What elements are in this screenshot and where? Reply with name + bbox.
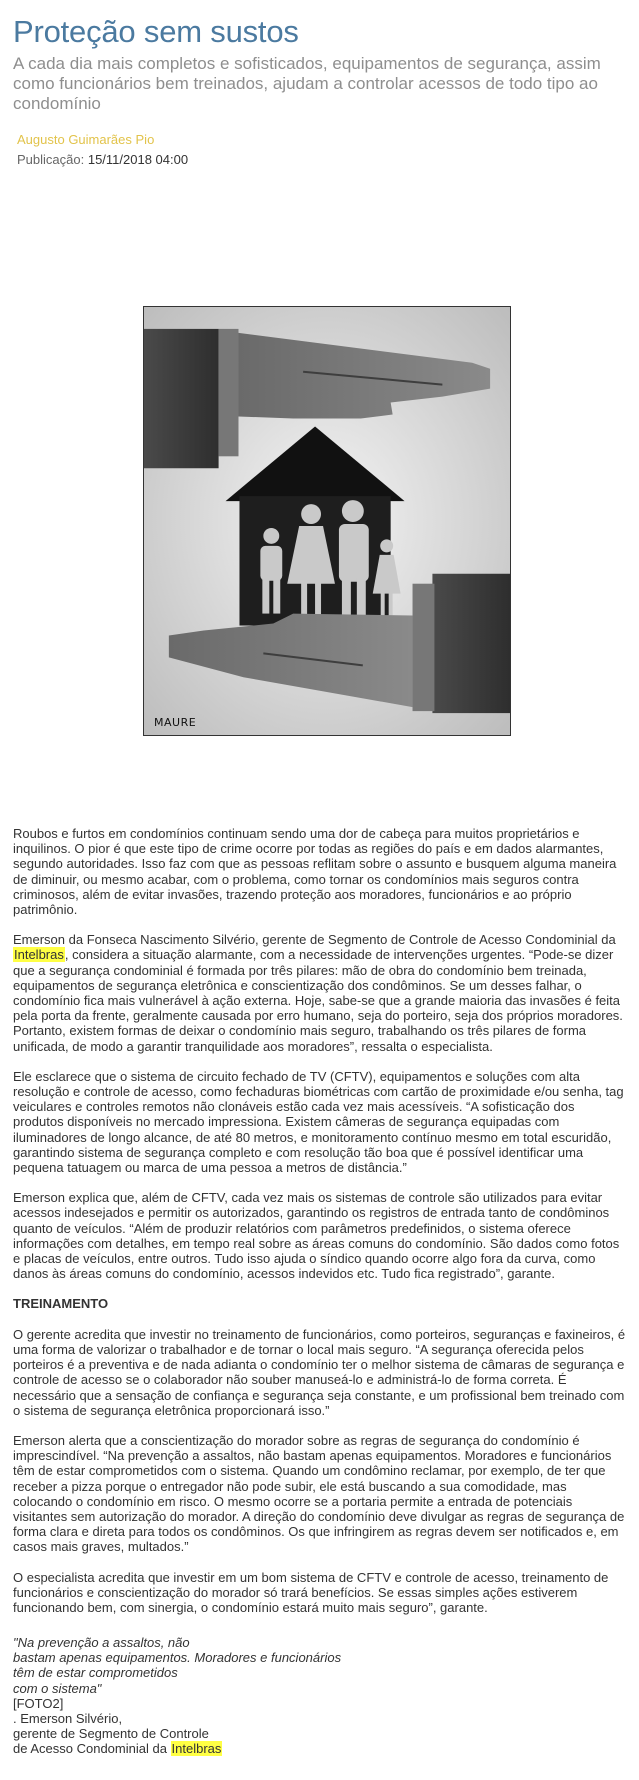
paragraph: Roubos e furtos em condomínios continuam sendo uma dor de cabeça para muitos proprietários e inquilinos. O pior é que este tipo de crime ocorre por todas as regiões do país e em dados alarmantes, segundo autoridades. Isso faz com que as pessoas reflitam sobre o assunto e busquem alguma maneira de diminuir, ou mesmo acabar, com o problema, como tornar os condomínios mais seguros contra criminosos, além de evitar invasões, trazendo proteção aos moradores, funcionários e ao próprio patrimônio. (13, 826, 617, 918)
pull-quote (13, 1635, 433, 1757)
quote-credit (13, 1741, 433, 1756)
quote-line: "Na prevenção a assaltos, não (13, 1635, 190, 1650)
paragraph: Emerson alerta que a conscientização do morador sobre as regras de segurança do condomínio é imprescindível. “Na prevenção a assaltos, não bastam apenas equipamentos. Moradores e funcionários têm de estar comprometidos com o sistema. Quando um condômino reclamar, por exemplo, de ter que receber a pizza porque o entregador não pode subir, ele está buscando a sua comodidade, mas colocando o condomínio em risco. O mesmo ocorre se a portaria permite a entrada de potenciais visitantes sem autorização do morador. A direção do condomínio deve divulgar as regras de segurança de forma clara e direta para todos os condôminos. Os que infringirem as regras devem ser notificados e, em casos mais graves, multados.” (13, 1432, 625, 1555)
author-link[interactable]: Augusto Guimarães Pio (17, 132, 155, 147)
paragraph: O especialista acredita que investir em um bom sistema de CFTV e controle de acesso, treinamento de funcionários e conscientização do morador só trará benefícios. Se essas simples ações estiverem funcionando bem, com sinergia, o condomínio estará muito mais seguro”, garante. (13, 1569, 609, 1615)
paragraph-text: Emerson da Fonseca Nascimento Silvério, gerente de Segmento de Controle de Acesso Condominial da (13, 932, 616, 948)
illustrator-signature: MAURE (154, 716, 197, 729)
highlighted-term: Intelbras (171, 1741, 222, 1757)
paragraph-text: , considera a situação alarmante, com a necessidade de intervenções urgentes. “Pode-se dizer que a segurança condominial é formada por três pilares: mão de obra do condomínio bem treinada, equipamentos de segurança eletrônica e conscientização dos condôminos. Se um desses falhar, o condomínio fica mais vulnerável à ação externa. Hoje, sabe-se que a grande maioria das invasões é feita pela porta da frente, geralmente causada por erro humano, seja do porteiro, seja dos próprios moradores. Portanto, existem formas de deixar o condomínio mais seguro, trabalhando os três pilares de forma unificada, de modo a garantir tranquilidade aos moradores”, ressalta o especialista. (13, 947, 623, 1054)
paragraph: O gerente acredita que investir no treinamento de funcionários, como porteiros, seguranças e faxineiros, é uma forma de valorizar o trabalhador e de tornar o local mais seguro. “A segurança oferecida pelos porteiros é a preventiva e de nada adianta o condomínio ter o melhor sistema de câmaras de segurança e controle de acesso se o colaborador não souber manuseá-lo e administrá-lo de forma correta. É necessário que a sensação de confiança e segurança seja constante, e um profissional bem treinado com o sistema de segurança eletrônica proporcionará isso.” (13, 1326, 626, 1418)
paragraph: Emerson explica que, além de CFTV, cada vez mais os sistemas de controle são utilizados para evitar acessos indesejados e permitir os autorizados, garantindo os registros de entrada tanto de condôminos quanto de veículos. “Além de produzir relatórios com parâmetros predefinidos, o sistema oferece informações com detalhes, em tempo real sobre as áreas comuns do condomínio. São dados como fotos e placas de veículos, entre outros. Tudo isso ajuda o síndico quando ocorre algo fora da curva, como danos às áreas comuns do condomínio, acessos indevidos etc. Tudo fica registrado”, garante. (13, 1190, 620, 1282)
publication-info (17, 150, 626, 170)
quote-line: têm de estar comprometidos (13, 1665, 178, 1681)
quote-credit-text: de Acesso Condominial da (13, 1741, 171, 1757)
quote-credit: gerente de Segmento de Controle (13, 1726, 209, 1742)
highlighted-term: Intelbras (14, 947, 64, 963)
quote-line: com o sistema" (13, 1680, 102, 1696)
article-body (13, 826, 626, 1630)
paragraph: Ele esclarece que o sistema de circuito fechado de TV (CFTV), equipamentos e soluções com alta resolução e controle de acesso, como fechaduras biométricas com cartão de proximidade e/ou senha, tag veiculares e controles remotos não clonáveis estão cada vez mais acessíveis. “A sofisticação dos produtos disponíveis no mercado impressiona. Existem câmeras de segurança equipadas com iluminadores de longo alcance, de até 80 metros, e monitoramento contínuo mesmo em total escuridão, garantindo sistema de segurança completo e com resolução tão boa que é possível identificar uma pequena tatuagem ou marca de uma pessoa a metros de distância.” (13, 1068, 624, 1176)
publication-date: 15/11/2018 04:00 (87, 152, 189, 167)
article-subtitle: A cada dia mais completos e sofisticados, equipamentos de segurança, assim como funcionários bem treinados, ajudam a controlar acessos de todo tipo ao condomínio (13, 54, 601, 113)
section-heading: TREINAMENTO (13, 1296, 109, 1312)
article-meta (13, 130, 626, 170)
quote-credit: . Emerson Silvério, (13, 1711, 123, 1727)
paragraph (13, 932, 626, 1054)
photo-placeholder: [FOTO2] (13, 1695, 64, 1711)
publication-label: Publicação: (17, 152, 85, 167)
article-header (0, 0, 639, 170)
quote-line: bastam apenas equipamentos. Moradores e funcionários (13, 1650, 342, 1666)
article-title: Proteção sem sustos (13, 14, 299, 49)
article-illustration (143, 306, 511, 736)
hands-house-family-illustration (144, 307, 510, 735)
